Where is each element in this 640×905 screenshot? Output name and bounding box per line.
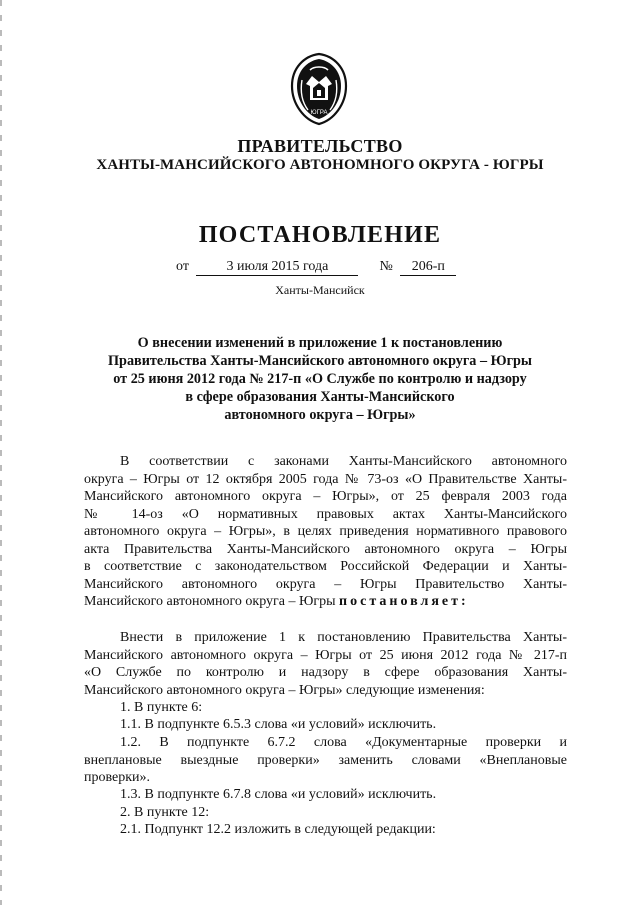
paragraph-line-last: проверки».	[84, 770, 151, 785]
paragraph-line: Мансийского автономного округа – Югры от 25 июня 2012 года № 217-п	[84, 647, 567, 663]
date-number-row	[176, 259, 456, 276]
heading-line: от 25 июня 2012 года № 217-п «О Службе по контролю и надзору	[113, 371, 527, 387]
city-name: Ханты-Мансийск	[275, 283, 365, 297]
paragraph-line: Мансийского автономного округа – Югры», от 25 февраля 2003 года	[84, 489, 567, 504]
list-item-1-2	[84, 734, 567, 787]
date-prefix: от	[176, 259, 189, 274]
paragraph-line: 1.2. В подпункте 6.7.2 слова «Документарные проверки и	[120, 735, 567, 750]
paragraph-line: в соответствие с законодательством Российской Федерации и Ханты-	[84, 559, 567, 574]
paragraph-line-last: Мансийского автономного округа – Югры» следующие изменения:	[84, 682, 485, 698]
paragraph-line: В соответствии с законами Ханты-Мансийского автономного	[120, 454, 567, 469]
paragraph-line: Внести в приложение 1 к постановлению Правительства Ханты-	[120, 630, 567, 645]
resolves-word: постановляет:	[339, 594, 469, 609]
list-item-1-3: 1.3. В подпункте 6.7.8 слова «и условий» исключить.	[120, 787, 437, 802]
government-title: ПРАВИТЕЛЬСТВО	[237, 136, 403, 156]
list-item-2: 2. В пункте 12:	[120, 805, 210, 820]
paragraph-line: № 14-оз «О нормативных правовых актах Ханты-Мансийского	[84, 506, 567, 522]
document-number: 206-п	[400, 259, 456, 276]
heading-line: в сфере образования Ханты-Мансийского	[185, 389, 455, 405]
paragraph-line: акта Правительства Ханты-Мансийского автономного округа – Югры	[84, 541, 567, 557]
list-item-1: 1. В пункте 6:	[120, 700, 203, 715]
paragraph-line: автономного округа – Югры», в целях приведения нормативного правового	[84, 524, 567, 539]
document-type-title: ПОСТАНОВЛЕНИЕ	[198, 222, 442, 248]
list-item-1-1: 1.1. В подпункте 6.5.3 слова «и условий» исключить.	[120, 717, 437, 732]
paragraph-line-last	[84, 593, 567, 611]
document-date: 3 июля 2015 года	[196, 259, 358, 276]
paragraph-line: «О Службе по контролю и надзору в сфере образования Ханты-	[84, 665, 567, 680]
heading-line: Правительства Ханты-Мансийского автономного округа – Югры	[108, 353, 532, 369]
preamble-paragraph	[84, 453, 567, 611]
government-subtitle: ХАНТЫ-МАНСИЙСКОГО АВТОНОМНОГО ОКРУГА - ЮГРЫ	[96, 157, 544, 173]
amendment-paragraph	[84, 629, 567, 699]
paragraph-text: Мансийского автономного округа – Югры	[84, 594, 336, 609]
emblem-text: ЮГРА	[310, 110, 328, 116]
number-prefix: №	[379, 259, 393, 274]
coat-of-arms-emblem	[288, 52, 350, 126]
document-heading	[60, 334, 580, 424]
heading-line: автономного округа – Югры»	[224, 407, 416, 423]
paragraph-line: внеплановые выездные проверки» заменить словами «Внеплановые	[84, 752, 567, 768]
list-item-2-1: 2.1. Подпункт 12.2 изложить в следующей редакции:	[120, 822, 436, 837]
paragraph-line: Мансийского автономного округа – Югры Правительство Ханты-	[84, 576, 567, 592]
heading-line: О внесении изменений в приложение 1 к постановлению	[137, 335, 503, 351]
paragraph-line: округа – Югры от 12 октября 2005 года № 73-оз «О Правительстве Ханты-	[84, 471, 567, 487]
